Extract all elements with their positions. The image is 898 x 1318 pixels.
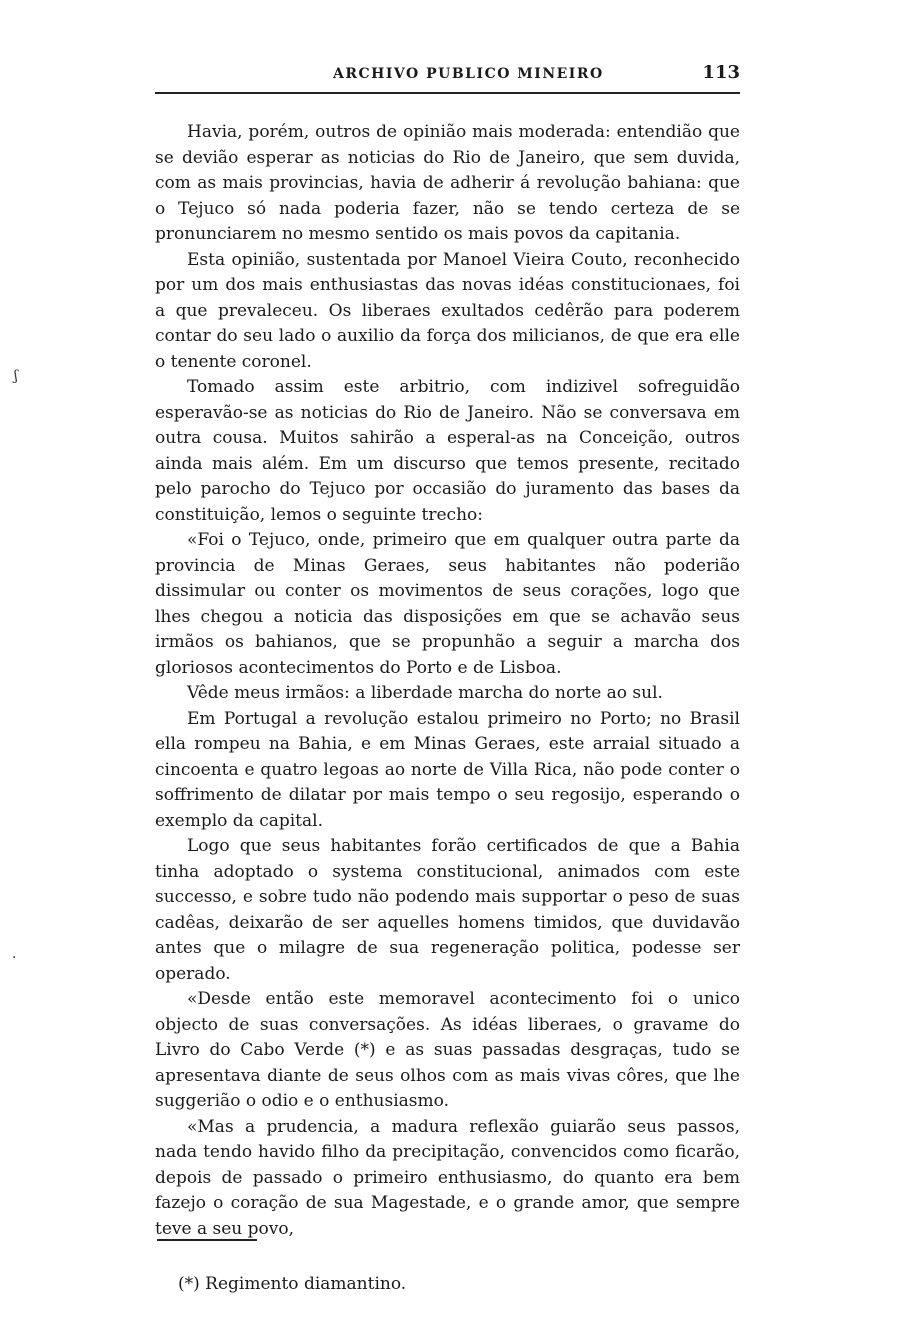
- margin-mark: ʃ: [14, 368, 18, 384]
- page-header: [155, 62, 740, 88]
- paragraph: Esta opinião, sustentada por Manoel Vieira Couto, reconhecido por um dos mais enthusiastas das novas idéas constitucionaes, foi a que prevaleceu. Os liberaes exultados cedêrão para poderem contar do seu lado o auxilio da força dos milicianos, de que era elle o tenente coronel.: [155, 249, 740, 372]
- paragraph: Vêde meus irmãos: a liberdade marcha do norte ao sul.: [187, 683, 663, 703]
- page-number: 113: [702, 62, 740, 83]
- header-rule: [155, 92, 740, 94]
- paragraph: Havia, porém, outros de opinião mais moderada: entendião que se devião esperar as noticias do Rio de Janeiro, que sem duvida, com as mais provincias, havia de adherir á revolução bahiana: que o Tejuco só nada poderia fazer, não se tendo certeza de se pronunciarem no mesmo sentido os mais povos da capitania.: [155, 122, 740, 244]
- paragraph: Tomado assim este arbitrio, com indizivel sofreguidão esperavão-se as noticias do Rio de Janeiro. Não se conversava em outra cousa. Muitos sahirão a esperal-as na Conceição, outros ainda mais além. Em um discurso que temos presente, recitado pelo parocho do Tejuco por occasião do juramento das bases da constituição, lemos o seguinte trecho:: [155, 377, 740, 525]
- paragraph: Logo que seus habitantes forão certificados de que a Bahia tinha adoptado o systema constitucional, animados com este successo, e sobre tudo não podendo mais supportar o peso de suas cadêas, deixarão de ser aquelles homens timidos, que duvidavão antes que o milagre de sua regeneração politica, podesse ser operado.: [155, 836, 740, 984]
- body-text: [155, 120, 740, 1242]
- footnote-rule: [157, 1239, 257, 1241]
- paragraph: «Desde então este memoravel acontecimento foi o unico objecto de suas conversações. As idéas liberaes, o gravame do Livro do Cabo Verde (*) e as suas passadas desgraças, tudo se apresentava diante de seus olhos com as mais vivas côres, que lhe suggerião o odio e o enthusiasmo.: [155, 989, 740, 1111]
- paragraph: «Mas a prudencia, a madura reflexão guiarão seus passos, nada tendo havido filho da precipitação, convencidos como ficarão, depois de passado o primeiro enthusiasmo, do quanto era bem fazejo o coração de sua Magestade, e o grande amor, que sempre teve a seu povo,: [155, 1116, 740, 1239]
- margin-dot: ·: [12, 950, 17, 966]
- paragraph: Em Portugal a revolução estalou primeiro no Porto; no Brasil ella rompeu na Bahia, e em Minas Geraes, este arraial situado a cincoenta e quatro legoas ao norte de Villa Rica, não pode conter o soffrimento de dilatar por mais tempo o seu regosijo, esperando o exemplo da capital.: [155, 708, 740, 831]
- running-head: ARCHIVO PUBLICO MINEIRO: [333, 66, 604, 82]
- paragraph: «Foi o Tejuco, onde, primeiro que em qualquer outra parte da provincia de Minas Geraes, seus habitantes não poderião dissimular ou conter os movimentos de seus corações, logo que lhes chegou a noticia das disposições em que se achavão seus irmãos os bahianos, que se propunhão a seguir a marcha dos gloriosos acontecimentos do Porto e de Lisboa.: [155, 530, 740, 678]
- footnote: (*) Regimento diamantino.: [178, 1274, 407, 1294]
